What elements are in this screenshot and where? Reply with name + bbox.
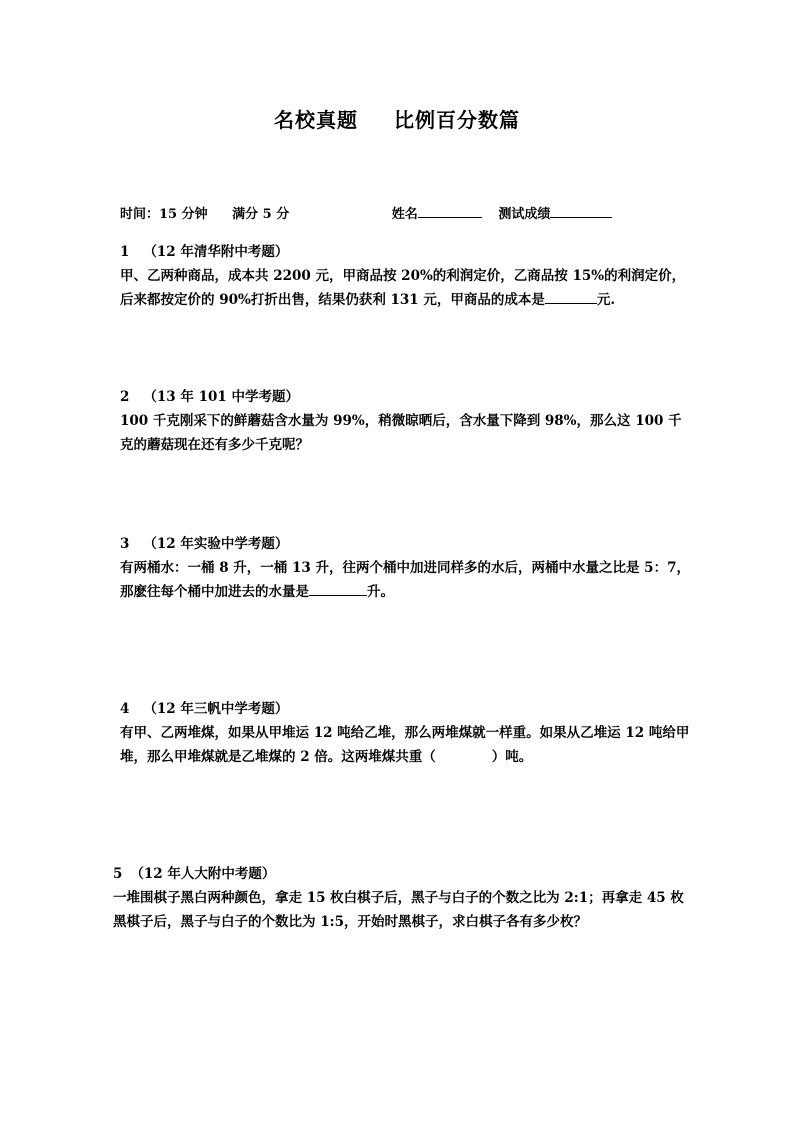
time-limit: 时间：15 分钟 bbox=[120, 207, 208, 222]
question-text-before: 一堆围棋子黑白两种颜色，拿走 15 枚白棋子后，黑子与白子的个数之比为 2:1；再拿走 45 枚黑棋子后，黑子与白子的个数比为 1:5，开始时黑棋子，求白棋子各有多少枚？ bbox=[113, 890, 684, 930]
question-1 bbox=[120, 240, 690, 312]
question-5 bbox=[113, 862, 693, 934]
question-number: 5 bbox=[113, 866, 123, 882]
question-text-before: 100 千克刚采下的鲜蘑菇含水量为 99%，稍微晾晒后，含水量下降到 98%，那么这 100 千克的蘑菇现在还有多少千克呢？ bbox=[120, 413, 682, 453]
name-field bbox=[392, 203, 482, 222]
question-source: （12 年人大附中考题） bbox=[130, 866, 276, 882]
answer-blank bbox=[545, 291, 597, 304]
test-score-field bbox=[498, 203, 612, 222]
answer-blank bbox=[309, 583, 367, 596]
question-number: 4 bbox=[120, 701, 130, 717]
question-text bbox=[120, 721, 690, 769]
question-source: （12 年实验中学考题） bbox=[143, 536, 289, 552]
question-source: （13 年 101 中学考题） bbox=[143, 389, 299, 405]
question-header bbox=[113, 862, 693, 886]
title-left: 名校真题 bbox=[274, 108, 358, 132]
test-score-blank bbox=[550, 205, 612, 218]
question-text-before: 甲、乙两种商品，成本共 2200 元，甲商品按 20%的利润定价，乙商品按 15%的利润定价，后来都按定价的 90%打折出售，结果仍获利 131 元，甲商品的成本是 bbox=[120, 268, 686, 308]
title-right: 比例百分数篇 bbox=[394, 108, 520, 132]
question-text bbox=[120, 409, 690, 457]
question-source: （12 年清华附中考题） bbox=[143, 244, 289, 260]
name-label: 姓名 bbox=[391, 207, 418, 222]
question-number: 1 bbox=[120, 244, 130, 260]
question-text bbox=[120, 556, 690, 604]
test-score-label: 测试成绩 bbox=[498, 207, 551, 222]
question-header bbox=[120, 532, 690, 556]
question-header bbox=[120, 240, 690, 264]
question-2 bbox=[120, 385, 690, 457]
page-title bbox=[0, 104, 794, 133]
question-text bbox=[120, 264, 690, 312]
question-text-before: 有两桶水：一桶 8 升，一桶 13 升，往两个桶中加进同样多的水后，两桶中水量之比是 5：7，那麽往每个桶中加进去的水量是 bbox=[120, 560, 690, 600]
question-number: 3 bbox=[120, 536, 130, 552]
full-score: 满分 5 分 bbox=[232, 207, 290, 222]
meta-row bbox=[120, 203, 612, 222]
question-header bbox=[120, 697, 690, 721]
question-3 bbox=[120, 532, 690, 604]
question-text bbox=[113, 886, 693, 934]
question-number: 2 bbox=[120, 389, 130, 405]
name-blank bbox=[418, 205, 482, 218]
question-header bbox=[120, 385, 690, 409]
question-text-after: 升。 bbox=[367, 584, 394, 600]
question-text-before: 有甲、乙两堆煤，如果从甲堆运 12 吨给乙堆，那么两堆煤就一样重。如果从乙堆运 12 吨给甲堆，那么甲堆煤就是乙堆煤的 2 倍。这两堆煤共重（ bbox=[120, 725, 690, 765]
question-source: （12 年三帆中学考题） bbox=[143, 701, 289, 717]
question-4 bbox=[120, 697, 690, 769]
question-text-after: 元. bbox=[596, 292, 616, 308]
question-text-after: ）吨。 bbox=[491, 749, 533, 765]
